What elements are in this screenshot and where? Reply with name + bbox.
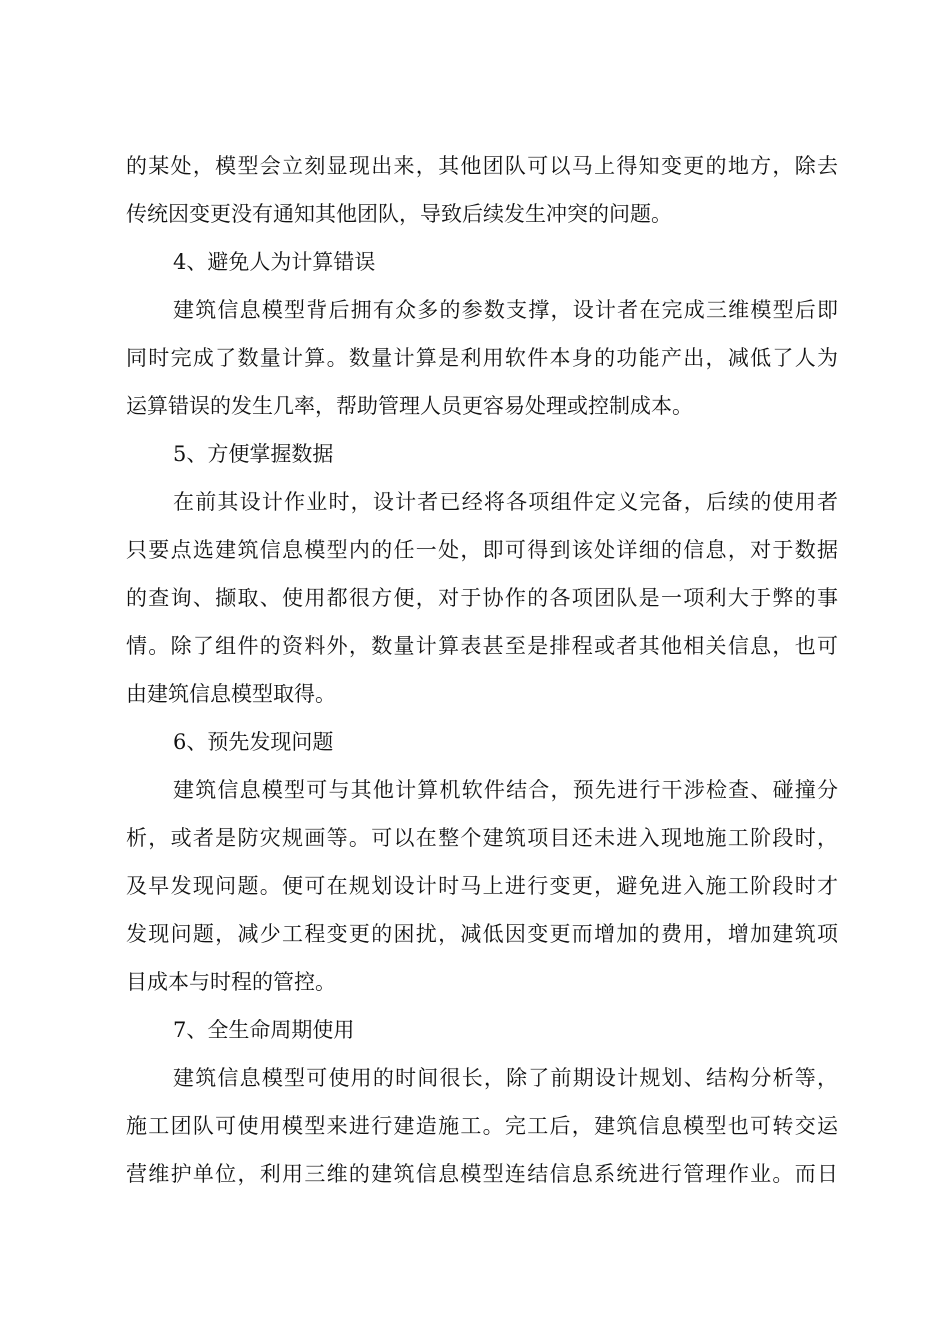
text-line: 析，或者是防灾规画等。可以在整个建筑项目还未进入现地施工阶段时，	[126, 826, 838, 850]
text-line: 目成本与时程的管控。	[126, 970, 336, 994]
document-body	[126, 142, 838, 1198]
text-line: 的某处，模型会立刻显现出来，其他团队可以马上得知变更的地方，除去	[126, 154, 838, 178]
text-line: 的查询、撷取、使用都很方便，对于协作的各项团队是一项利大于弊的事	[126, 586, 838, 610]
text-line: 施工团队可使用模型来进行建造施工。完工后，建筑信息模型也可转交运	[126, 1114, 838, 1138]
text-line: 同时完成了数量计算。数量计算是利用软件本身的功能产出，减低了人为	[126, 346, 838, 370]
section-heading-4: 4、避免人为计算错误	[173, 250, 376, 274]
text-line: 由建筑信息模型取得。	[126, 682, 336, 706]
text-line: 传统因变更没有通知其他团队，导致后续发生冲突的问题。	[126, 202, 672, 226]
text-line: 建筑信息模型背后拥有众多的参数支撑，设计者在完成三维模型后即	[173, 298, 838, 322]
text-line: 建筑信息模型可使用的时间很长，除了前期设计规划、结构分析等，	[173, 1066, 838, 1090]
text-line: 只要点选建筑信息模型内的任一处，即可得到该处详细的信息，对于数据	[126, 538, 838, 562]
text-line: 发现问题，减少工程变更的困扰，减低因变更而增加的费用，增加建筑项	[126, 922, 838, 946]
section-heading-6: 6、预先发现问题	[173, 730, 334, 754]
text-line: 营维护单位，利用三维的建筑信息模型连结信息系统进行管理作业。而日	[126, 1162, 838, 1186]
text-line: 运算错误的发生几率，帮助管理人员更容易处理或控制成本。	[126, 394, 693, 418]
section-heading-5: 5、方便掌握数据	[173, 442, 334, 466]
text-line: 在前其设计作业时，设计者已经将各项组件定义完备，后续的使用者	[173, 490, 838, 514]
text-line: 及早发现问题。便可在规划设计时马上进行变更，避免进入施工阶段时才	[126, 874, 838, 898]
text-line: 情。除了组件的资料外，数量计算表甚至是排程或者其他相关信息，也可	[126, 634, 838, 658]
text-line: 建筑信息模型可与其他计算机软件结合，预先进行干涉检查、碰撞分	[173, 778, 838, 802]
section-heading-7: 7、全生命周期使用	[173, 1018, 355, 1042]
